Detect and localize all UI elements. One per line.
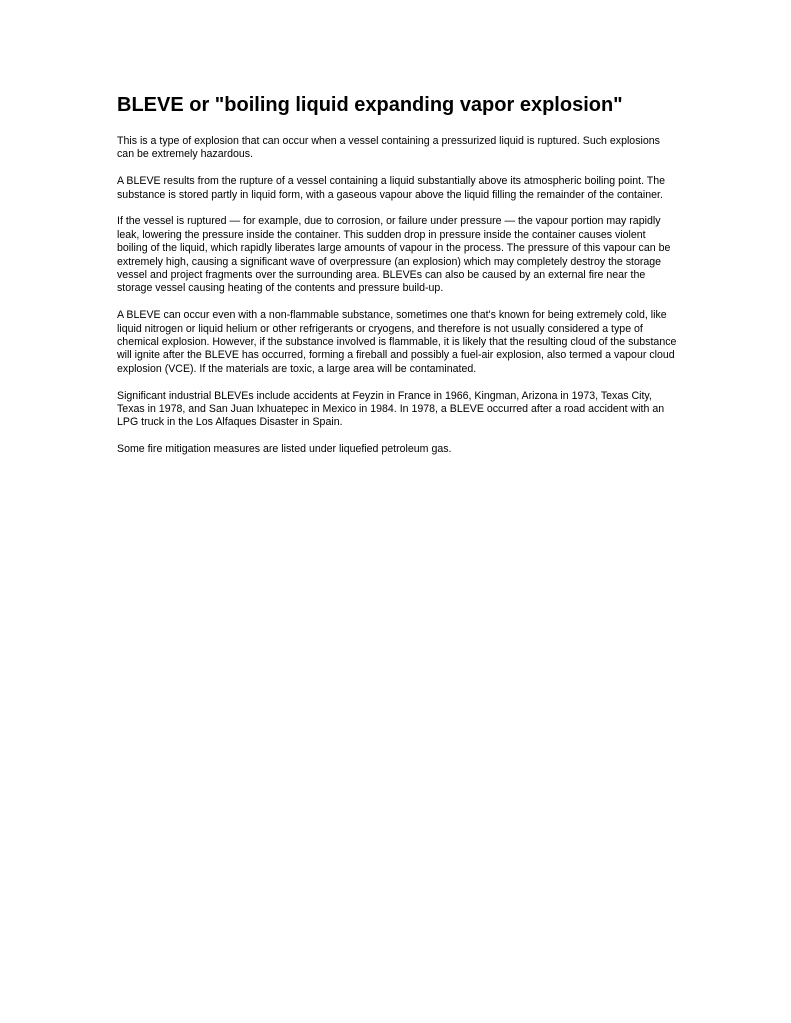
document-page — [117, 92, 677, 470]
paragraph-nonflammable: A BLEVE can occur even with a non-flammable substance, sometimes one that's known for being extremely cold, like liquid nitrogen or liquid helium or other refrigerants or cryogens, and therefore is not usually considered a type of chemical explosion. However, if the substance involved is flammable, it is likely that the resulting cloud of the substance will ignite after the BLEVE has occurred, forming a fireball and possibly a fuel-air explosion, also termed a vapour cloud explosion (VCE). If the materials are toxic, a large area will be contaminated. — [117, 309, 677, 375]
paragraph-rupture: If the vessel is ruptured — for example, due to corrosion, or failure under pressure — the vapour portion may rapidly leak, lowering the pressure inside the container. This sudden drop in pressure inside the container causes violent boiling of the liquid, which rapidly liberates large amounts of vapour in the process. The pressure of this vapour can be extremely high, causing a significant wave of overpressure (an explosion) which may completely destroy the storage vessel and project fragments over the surrounding area. BLEVEs can also be caused by an external fire near the storage vessel causing heating of the contents and pressure build-up. — [117, 215, 671, 295]
document-title: BLEVE or "boiling liquid expanding vapor explosion" — [117, 94, 623, 116]
paragraph-cause: A BLEVE results from the rupture of a vessel containing a liquid substantially above its atmospheric boiling point. The substance is stored partly in liquid form, with a gaseous vapour above the liquid filling the remainder of the container. — [117, 175, 666, 201]
paragraph-intro: This is a type of explosion that can occur when a vessel containing a pressurized liquid is ruptured. Such explosions can be extremely hazardous. — [117, 135, 660, 161]
paragraph-accidents: Significant industrial BLEVEs include accidents at Feyzin in France in 1966, Kingman, Arizona in 1973, Texas City, Texas in 1978, and San Juan Ixhuatepec in Mexico in 1984. In 1978, a BLEVE occurred after a road accident with an LPG truck in the Los Alfaques Disaster in Spain. — [117, 389, 665, 429]
paragraph-mitigation: Some fire mitigation measures are listed under liquefied petroleum gas. — [117, 443, 452, 456]
